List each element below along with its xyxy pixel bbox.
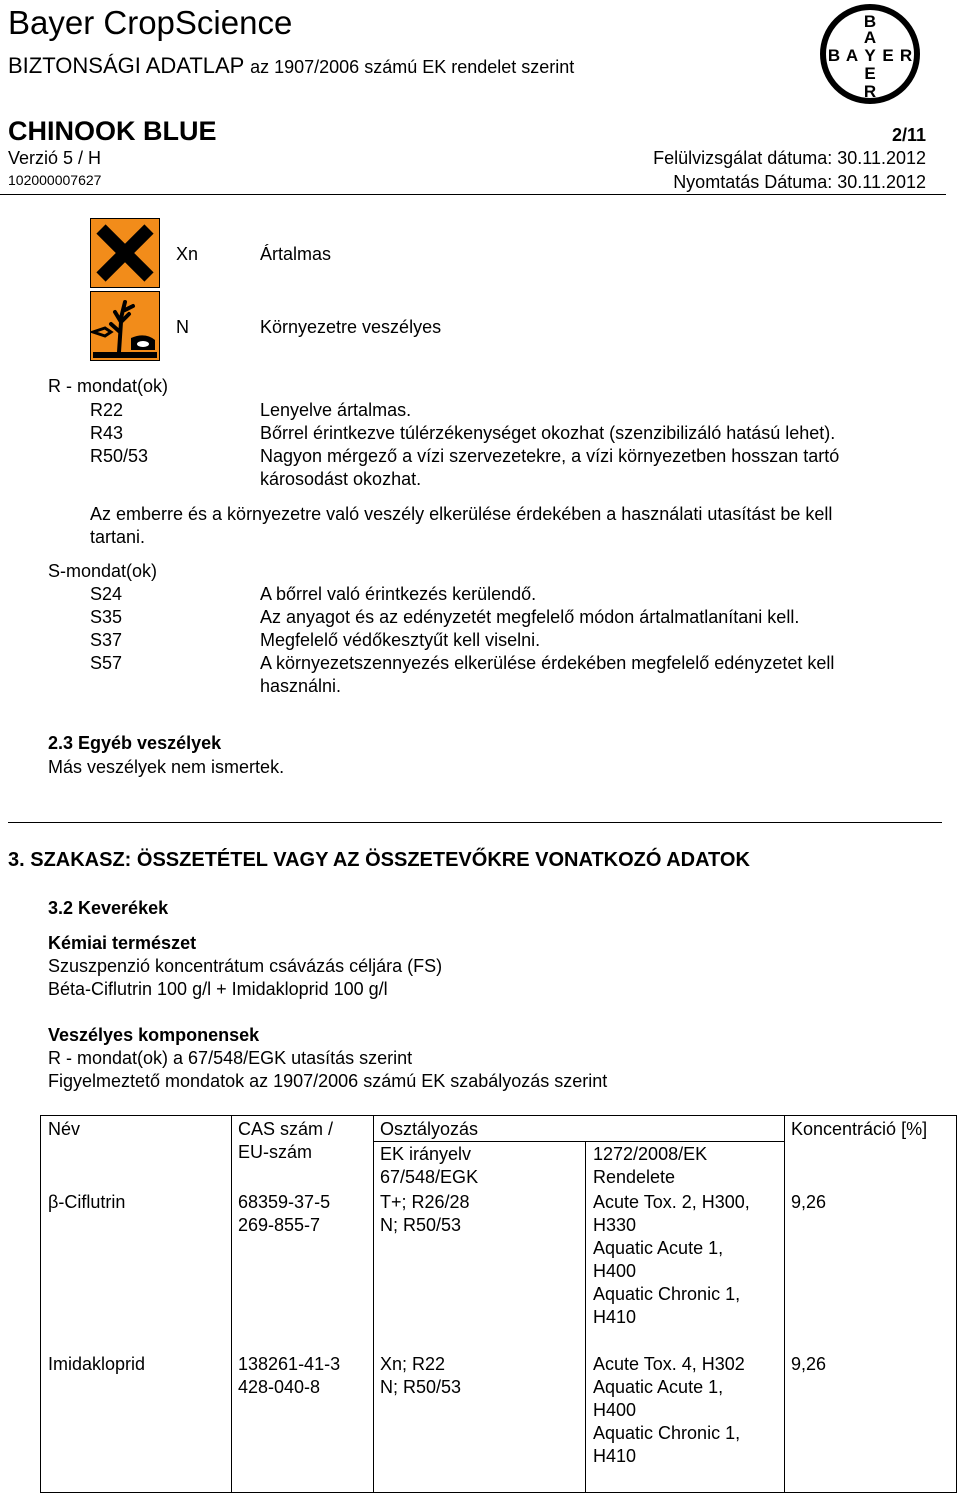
x-cross-icon	[90, 218, 160, 288]
hazardous-components-text: R - mondat(ok) a 67/548/EGK utasítás szerint	[48, 1048, 413, 1068]
logo-letter: A	[863, 28, 877, 47]
advice-text: tartani.	[90, 527, 146, 547]
components-table	[40, 1115, 957, 1493]
logo-letter: B	[863, 12, 877, 31]
version-label: Verzió 5 / H	[8, 148, 102, 168]
r-phrase-code: R50/53	[90, 446, 149, 466]
column-header-regulation: 1272/2008/EK	[593, 1144, 708, 1164]
logo-letter: Y	[864, 46, 876, 65]
other-hazards-title: 2.3 Egyéb veszélyek	[48, 733, 222, 753]
s-phrase-text: Az anyagot és az edényzetét megfelelő módon ártalmatlanítani kell.	[260, 607, 800, 627]
hazard-label: Ártalmas	[260, 244, 332, 264]
mixtures-subtitle: 3.2 Keverékek	[48, 898, 169, 918]
column-header-name: Név	[48, 1119, 81, 1139]
table-cell-directive: Xn; R22	[380, 1354, 446, 1374]
table-cell-cas: 68359-37-5	[238, 1192, 331, 1212]
s-phrases-heading: S-mondat(ok)	[48, 561, 158, 581]
s-phrase-code: S24	[90, 584, 123, 604]
table-cell-name: β-Ciflutrin	[48, 1192, 126, 1212]
hazard-code: N	[176, 317, 189, 337]
table-cell-regulation: Aquatic Chronic 1,	[593, 1284, 741, 1304]
table-cell-regulation: H400	[593, 1261, 637, 1281]
table-cell-regulation: Aquatic Acute 1,	[593, 1377, 724, 1397]
table-cell-directive: N; R50/53	[380, 1377, 462, 1397]
s-phrase-code: S57	[90, 653, 123, 673]
table-cell-regulation: H410	[593, 1446, 637, 1466]
s-phrase-code: S37	[90, 630, 123, 650]
table-cell-regulation: Aquatic Acute 1,	[593, 1238, 724, 1258]
logo-letter: R	[863, 82, 877, 101]
r-phrase-text: Lenyelve ártalmas.	[260, 400, 412, 420]
r-phrases-heading: R - mondat(ok)	[48, 376, 169, 396]
column-header-concentration: Koncentráció [%]	[791, 1119, 928, 1139]
table-cell-regulation: H410	[593, 1307, 637, 1327]
hazard-code: Xn	[176, 244, 199, 264]
table-cell-directive: N; R50/53	[380, 1215, 462, 1235]
table-cell-regulation: Acute Tox. 2, H300,	[593, 1192, 750, 1212]
logo-letter: R	[899, 46, 913, 65]
product-name: CHINOOK BLUE	[8, 116, 217, 146]
print-date: Nyomtatás Dátuma: 30.11.2012	[673, 172, 926, 192]
column-header-classification: Osztályozás	[380, 1119, 479, 1139]
column-header-directive: EK irányelv	[380, 1144, 472, 1164]
table-cell-regulation: Aquatic Chronic 1,	[593, 1423, 741, 1443]
column-header-cas: EU-szám	[238, 1142, 313, 1162]
s-phrase-text: használni.	[260, 676, 342, 696]
s-phrase-text: Megfelelő védőkesztyűt kell viselni.	[260, 630, 541, 650]
other-hazards-text: Más veszélyek nem ismertek.	[48, 757, 285, 777]
revision-date: Felülvizsgálat dátuma: 30.11.2012	[653, 148, 926, 168]
table-cell-directive: T+; R26/28	[380, 1192, 470, 1212]
document-number: 102000007627	[8, 172, 102, 188]
r-phrase-code: R22	[90, 400, 124, 420]
r-phrase-text: Nagyon mérgező a vízi szervezetekre, a vízi környezetben hosszan tartó	[260, 446, 840, 466]
chemical-nature-text: Béta-Ciflutrin 100 g/l + Imidakloprid 100 g/l	[48, 979, 388, 999]
s-phrase-text: A bőrrel való érintkezés kerülendő.	[260, 584, 537, 604]
page-number: 2/11	[891, 125, 926, 145]
r-phrase-code: R43	[90, 423, 124, 443]
hazardous-components-text: Figyelmeztető mondatok az 1907/2006 számú EK szabályozás szerint	[48, 1071, 608, 1091]
table-cell-regulation: H400	[593, 1400, 637, 1420]
table-cell-concentration: 9,26	[791, 1354, 827, 1374]
r-phrase-text: károsodást okozhat.	[260, 469, 422, 489]
table-cell-name: Imidakloprid	[48, 1354, 146, 1374]
dead-tree-fish-icon	[90, 291, 160, 361]
s-phrase-code: S35	[90, 607, 123, 627]
table-cell-regulation: Acute Tox. 4, H302	[593, 1354, 745, 1374]
chemical-nature-title: Kémiai természet	[48, 933, 197, 953]
logo-letter: E	[864, 64, 876, 83]
table-cell-cas: 269-855-7	[238, 1215, 321, 1235]
advice-text: Az emberre és a környezetre való veszély elkerülése érdekében a használati utasítást be kell	[90, 504, 833, 524]
table-cell-concentration: 9,26	[791, 1192, 827, 1212]
s-phrase-text: A környezetszennyezés elkerülése érdekében megfelelő edényzetet kell	[260, 653, 835, 673]
header-divider	[0, 194, 946, 195]
column-header-regulation: Rendelete	[593, 1167, 676, 1187]
logo-letter: A	[845, 46, 859, 65]
table-cell-regulation: H330	[593, 1215, 637, 1235]
bayer-cross-logo	[818, 2, 922, 106]
hazardous-components-title: Veszélyes komponensek	[48, 1025, 260, 1045]
document-title	[8, 52, 574, 81]
r-phrase-text: Bőrrel érintkezve túlérzékenységet okozhat (szenzibilizáló hatású lehet).	[260, 423, 836, 443]
hazard-label: Környezetre veszélyes	[260, 317, 442, 337]
section-3-title: 3. SZAKASZ: ÖSSZETÉTEL VAGY AZ ÖSSZETEVŐKRE VONATKOZÓ ADATOK	[8, 849, 750, 871]
regulation-reference: az 1907/2006 számú EK rendelet szerint	[250, 57, 575, 77]
column-header-cas: CAS szám /	[238, 1119, 334, 1139]
chemical-nature-text: Szuszpenzió koncentrátum csávázás céljára (FS)	[48, 956, 443, 976]
document-type: BIZTONSÁGI ADATLAP	[8, 53, 244, 78]
table-cell-cas: 138261-41-3	[238, 1354, 341, 1374]
table-cell-cas: 428-040-8	[238, 1377, 321, 1397]
logo-letter: B	[827, 46, 841, 65]
column-header-directive: 67/548/EGK	[380, 1167, 479, 1187]
brand-name: Bayer CropScience	[8, 4, 293, 41]
logo-letter: E	[882, 46, 894, 65]
section-divider	[8, 822, 942, 823]
